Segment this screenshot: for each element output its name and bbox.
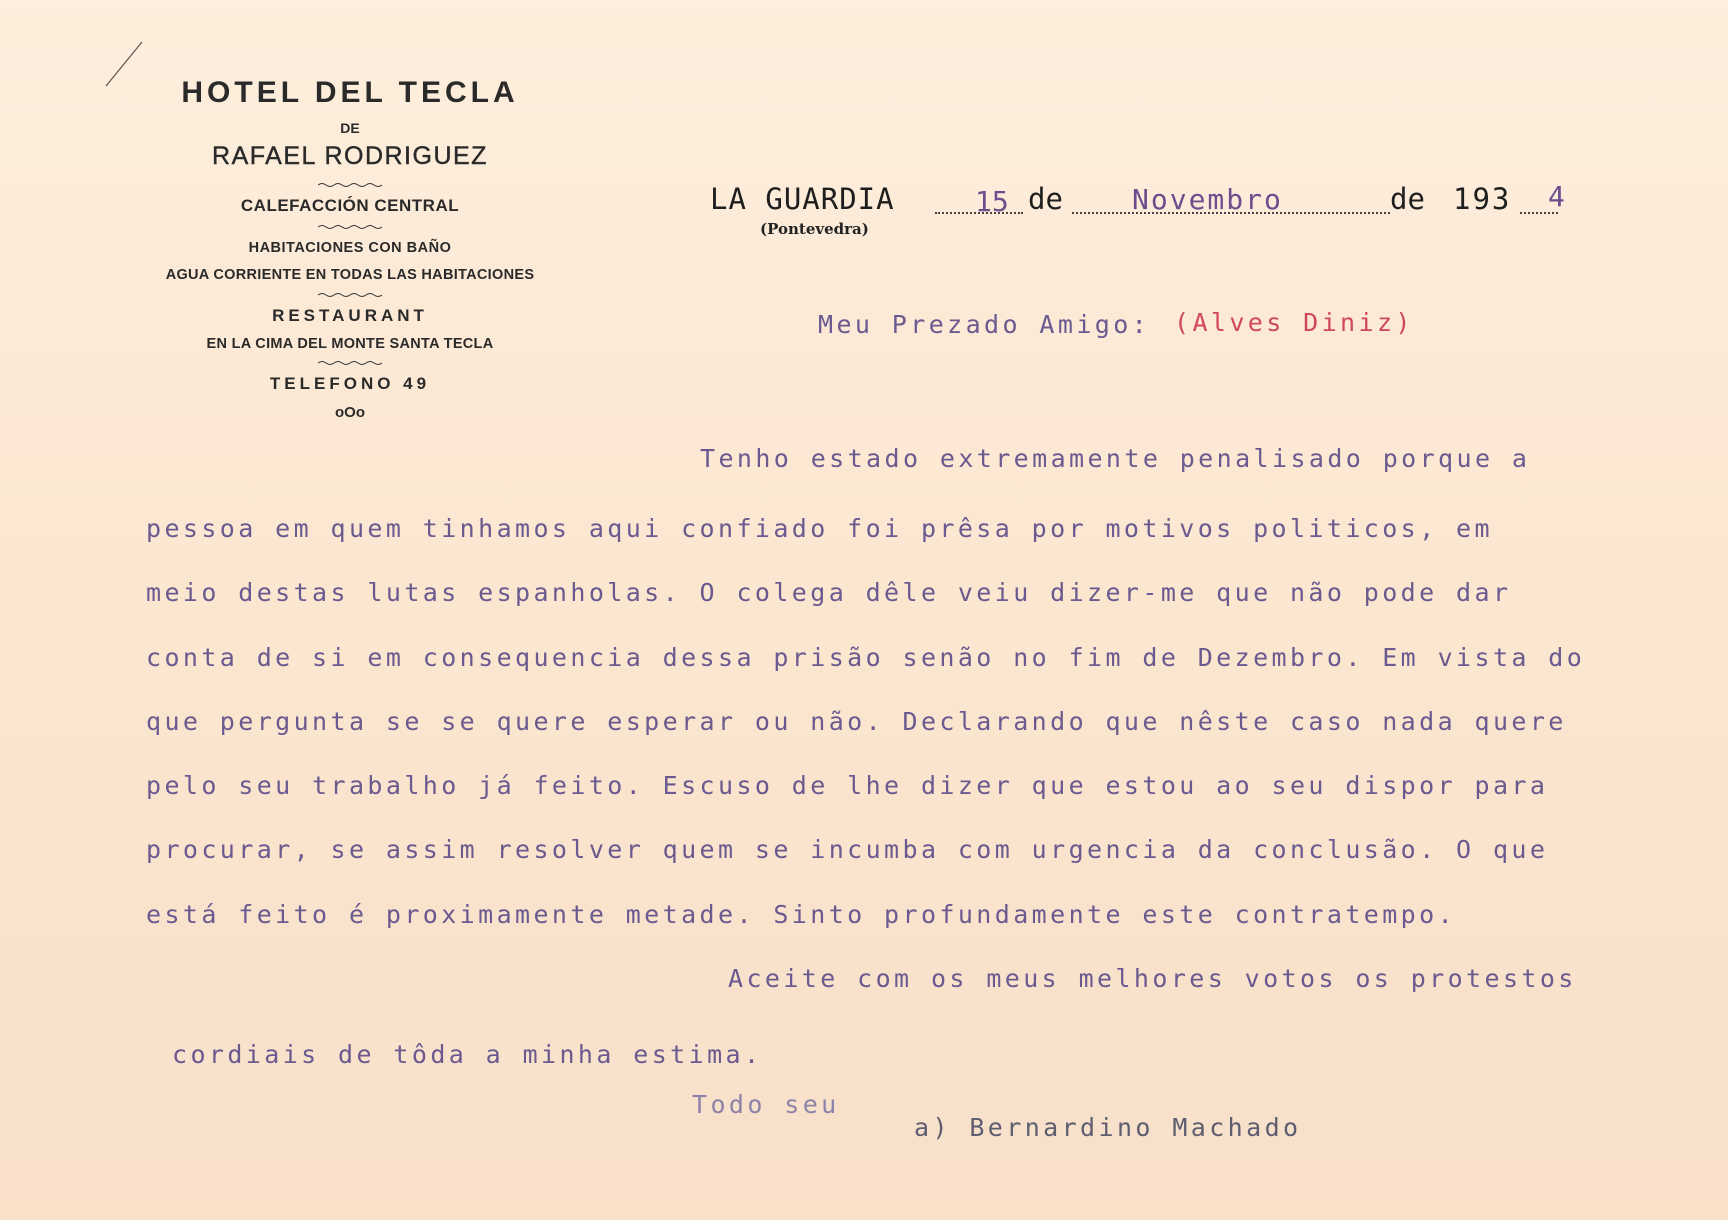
hotel-rooms: HABITACIONES CON BAÑO [248, 240, 452, 256]
hotel-location: EN LA CIMA DEL MONTE SANTA TECLA [206, 336, 494, 352]
hotel-restaurant: RESTAURANT [272, 306, 428, 325]
closing-todo-seu: Todo seu [692, 1090, 840, 1119]
dateline-province: (Pontevedra) [760, 220, 869, 238]
ornament: oOo [335, 404, 365, 421]
hotel-name: HOTEL DEL TECLA [181, 76, 519, 109]
body-line: pessoa em quem tinhamos aqui confiado foi prêsa por motivos politicos, em [146, 514, 1493, 543]
body-line: pelo seu trabalho já feito. Escuso de lhe dizer que estou ao seu dispor para [146, 771, 1549, 800]
body-line: procurar, se assim resolver quem se incumba com urgencia da conclusão. O que [146, 835, 1549, 864]
body-line: Tenho estado extremamente penalisado porque a [700, 444, 1531, 473]
body-line: conta de si em consequencia dessa prisão senão no fim de Dezembro. Em vista do [146, 643, 1586, 672]
dateline-year-digit: 4 [1548, 180, 1565, 213]
salutation-greeting: Meu Prezado Amigo: [818, 310, 1151, 339]
salutation-recipient: (Alves Diniz) [1174, 308, 1414, 337]
closing-line: cordiais de tôda a minha estima. [172, 1040, 763, 1069]
wave-divider [318, 224, 382, 230]
dateline-month: Novembro [1132, 183, 1283, 216]
body-line: meio destas lutas espanholas. O colega dêle veiu dizer-me que não pode dar [146, 578, 1512, 607]
hotel-heating: CALEFACCIÓN CENTRAL [240, 196, 460, 215]
dateline-de2: de [1390, 182, 1425, 216]
dateline-year-prefix: 193 [1453, 182, 1512, 216]
hotel-de: DE [340, 120, 360, 136]
hotel-water: AGUA CORRIENTE EN TODAS LAS HABITACIONES [165, 267, 535, 283]
wave-divider [318, 182, 382, 188]
wave-divider [318, 292, 382, 298]
hotel-phone: TELEFONO 49 [269, 374, 431, 393]
wave-divider [318, 360, 382, 366]
dateline-place: LA GUARDIA [710, 182, 895, 216]
dateline-de1: de [1028, 182, 1063, 216]
hotel-owner: RAFAEL RODRIGUEZ [212, 142, 488, 170]
body-line: está feito é proximamente metade. Sinto profundamente este contratempo. [146, 900, 1457, 929]
body-line: que pergunta se se quere esperar ou não. Declarando que nêste caso nada quere [146, 707, 1567, 736]
closing-line: Aceite com os meus melhores votos os protestos [728, 964, 1577, 993]
dateline-day: 15 [975, 185, 1009, 218]
signature: a) Bernardino Machado [914, 1113, 1302, 1142]
